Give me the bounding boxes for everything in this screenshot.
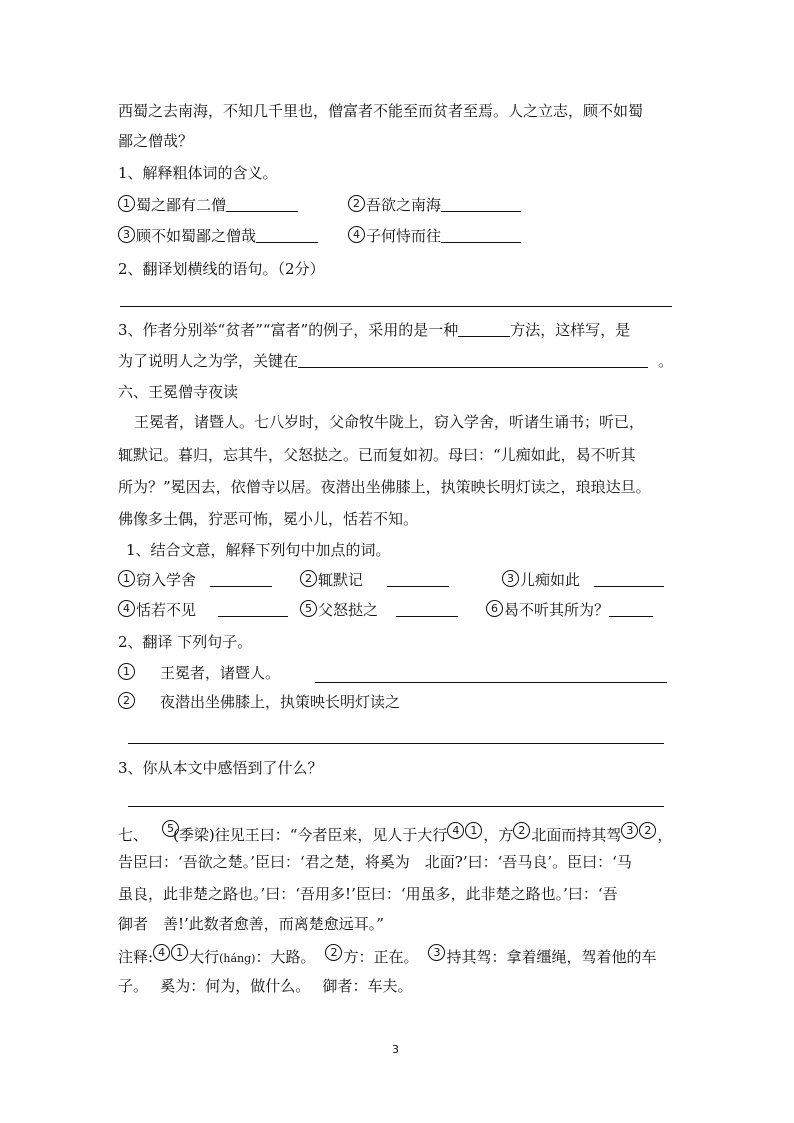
note-label: 注释: bbox=[118, 948, 154, 966]
passage-text: 北面而持其驾 bbox=[531, 826, 622, 844]
question-item bbox=[118, 570, 272, 590]
note-text: 大行 bbox=[189, 948, 220, 966]
item-text: 窃入学舍 bbox=[136, 571, 197, 589]
question-title: 1、结合文意，解释下列句中加点的词。 bbox=[126, 541, 391, 559]
question-title: 2、翻译 下列句子。 bbox=[118, 633, 253, 651]
circled-number: 3 bbox=[428, 944, 445, 961]
question-title: 2、翻译划横线的语句。（2分） bbox=[118, 260, 325, 278]
answer-blank[interactable] bbox=[441, 227, 521, 243]
question-item bbox=[118, 195, 298, 215]
passage-line: 御者 善!’此数者愈善，而离楚愈远耳。” bbox=[118, 915, 384, 933]
question-line bbox=[118, 351, 673, 371]
circled-number: 2 bbox=[348, 195, 365, 212]
note-pinyin: (háng) bbox=[219, 952, 256, 965]
answer-blank[interactable] bbox=[396, 601, 458, 617]
note-line: 子。 奚为：何为，做什么。 御者：车夫。 bbox=[118, 977, 413, 995]
item-text: 吾欲之南海 bbox=[366, 196, 442, 214]
question-item bbox=[300, 570, 449, 590]
passage-line: 辄默记。暮归，忘其牛，父怒挞之。已而复如初。母曰：“儿痴如此，曷不听其 bbox=[118, 446, 636, 464]
passage-line: 告臣曰：‘吾欲之楚。’臣曰：‘君之楚，将奚为 北面?’曰：‘吾马良’。臣曰：‘马 bbox=[118, 853, 632, 871]
page-number: 3 bbox=[392, 1043, 399, 1056]
answer-blank[interactable] bbox=[226, 196, 298, 212]
question-text: 为了说明人之为学，关键在 bbox=[118, 352, 299, 370]
circled-number: 3 bbox=[621, 822, 638, 839]
answer-blank[interactable] bbox=[298, 352, 648, 368]
question-item bbox=[502, 570, 664, 590]
answer-blank[interactable] bbox=[458, 321, 510, 337]
circled-number: 2 bbox=[325, 944, 342, 961]
passage-line: 西蜀之去南海，不知几千里也，僧富者不能至而贫者至焉。人之立志，顾不如蜀 bbox=[118, 102, 644, 120]
question-item bbox=[118, 663, 280, 683]
question-item bbox=[348, 195, 521, 215]
circled-number: 1 bbox=[118, 570, 135, 587]
item-text: 儿痴如此 bbox=[520, 571, 581, 589]
passage-line: 鄙之僧哉？ bbox=[118, 132, 194, 150]
answer-line[interactable] bbox=[120, 306, 672, 307]
item-text: 曷不听其所为？ bbox=[504, 601, 610, 619]
section-title: 六、王冕僧寺夜读 bbox=[118, 383, 239, 401]
circled-number: 4 bbox=[153, 944, 170, 961]
section-label: 七、 bbox=[118, 826, 149, 844]
item-text: 王冕者，诸暨人。 bbox=[160, 664, 281, 682]
item-text: 顾不如蜀鄙之僧哉 bbox=[136, 227, 257, 245]
answer-line[interactable] bbox=[315, 682, 667, 683]
question-item bbox=[118, 226, 318, 246]
circled-number: 3 bbox=[118, 226, 135, 243]
question-text: 3、作者分别举“贫者”“富者”的例子，采用的是一种 bbox=[118, 321, 459, 339]
note-text: ：大路。 bbox=[255, 948, 316, 966]
question-text: 。 bbox=[658, 352, 674, 370]
note-line bbox=[118, 944, 656, 969]
circled-number: 4 bbox=[447, 822, 464, 839]
circled-number: 1 bbox=[118, 195, 135, 212]
note-text: 方：正在。 bbox=[343, 948, 419, 966]
answer-line[interactable] bbox=[128, 806, 664, 807]
question-item bbox=[300, 600, 458, 620]
circled-number: 5 bbox=[162, 820, 179, 837]
item-text: 恬若不见 bbox=[136, 601, 197, 619]
answer-line[interactable] bbox=[128, 743, 664, 744]
circled-number: 1 bbox=[171, 944, 188, 961]
passage-text: ，方 bbox=[483, 826, 514, 844]
question-title: 1、解释粗体词的含义。 bbox=[118, 164, 278, 182]
passage-text: (季梁)往见王曰：“今者臣来，见人于大行 bbox=[173, 826, 448, 844]
item-text: 夜潜出坐佛膝上，执策映长明灯读之 bbox=[160, 693, 401, 711]
question-item bbox=[118, 692, 400, 712]
answer-blank[interactable] bbox=[256, 227, 318, 243]
answer-blank[interactable] bbox=[210, 571, 272, 587]
circled-number: 2 bbox=[639, 822, 656, 839]
passage-line: 佛像多土偶，狞恶可怖，冕小儿，恬若不知。 bbox=[118, 510, 419, 528]
question-line bbox=[118, 320, 630, 340]
answer-blank[interactable] bbox=[218, 601, 288, 617]
circled-number: 3 bbox=[502, 570, 519, 587]
question-title: 3、你从本文中感悟到了什么？ bbox=[118, 759, 323, 777]
answer-blank[interactable] bbox=[387, 571, 449, 587]
item-text: 父怒挞之 bbox=[318, 601, 379, 619]
passage-line bbox=[118, 820, 672, 845]
answer-blank[interactable] bbox=[609, 601, 653, 617]
circled-number: 4 bbox=[348, 226, 365, 243]
circled-number: 1 bbox=[118, 663, 135, 680]
answer-blank[interactable] bbox=[441, 196, 521, 212]
item-text: 辄默记 bbox=[318, 571, 364, 589]
answer-blank[interactable] bbox=[594, 571, 664, 587]
circled-number: 2 bbox=[513, 822, 530, 839]
circled-number: 5 bbox=[300, 600, 317, 617]
question-text: 方法，这样写，是 bbox=[510, 321, 631, 339]
item-text: 蜀之鄙有二僧 bbox=[136, 196, 227, 214]
circled-number: 1 bbox=[465, 822, 482, 839]
passage-line: 所为？”冕因去，依僧寺以居。夜潜出坐佛膝上，执策映长明灯读之，琅琅达旦。 bbox=[118, 478, 651, 496]
note-text: 持其驾：拿着缰绳，驾着他的车 bbox=[446, 948, 657, 966]
circled-number: 2 bbox=[300, 570, 317, 587]
passage-text: ， bbox=[657, 826, 673, 844]
circled-number: 2 bbox=[118, 692, 135, 709]
passage-line: 虽良，此非楚之路也。’曰：‘吾用多!’臣曰：‘用虽多，此非楚之路也。’曰：‘吾 bbox=[118, 885, 618, 903]
question-item bbox=[486, 600, 653, 620]
item-text: 子何恃而往 bbox=[366, 227, 442, 245]
question-item bbox=[118, 600, 288, 620]
passage-line: 王冕者，诸暨人。七八岁时，父命牧牛陇上，窃入学舍，听诸生诵书；听已， bbox=[134, 413, 645, 431]
question-item bbox=[348, 226, 521, 246]
circled-number: 6 bbox=[486, 600, 503, 617]
circled-number: 4 bbox=[118, 600, 135, 617]
